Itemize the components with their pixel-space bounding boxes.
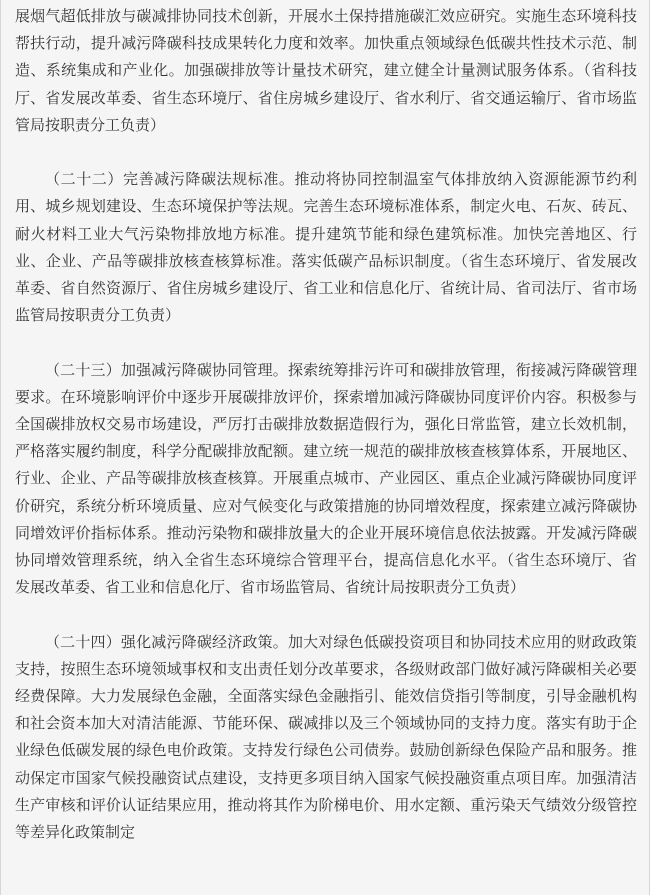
document-body — [1, 0, 649, 846]
paragraph-gap — [15, 329, 637, 356]
paragraph-23: （二十三）加强减污降碳协同管理。探索统筹排污许可和碳排放管理，衔接减污降碳管理要求。在环境影响评价中逐步开展碳排放评价，探索增加减污降碳协同度评价内容。积极参与全国碳排放权交易市场建设，严厉打击碳排放数据造假行为，强化日常监管，建立长效机制，严格落实履约制度，科学分配碳排放配额。建立统一规范的碳排放核查核算体系，开展地区、行业、企业、产品等碳排放核查核算。开展重点城市、产业园区、重点企业减污降碳协同度评价研究，系统分析环境质量、应对气候变化与政策措施的协同增效程度，探索建立减污降碳协同增效评价指标体系。推动污染物和碳排放量大的企业开展环境信息依法披露。开发减污降碳协同增效管理系统，纳入全省生态环境综合管理平台，提高信息化水平。（省生态环境厅、省发展改革委、省工业和信息化厅、省市场监管局、省统计局按职责分工负责） — [15, 360, 637, 597]
paragraph-gap — [15, 601, 637, 628]
paragraph-continued: 展烟气超低排放与碳减排协同技术创新，开展水土保持措施碳汇效应研究。实施生态环境科技帮扶行动，提升减污降碳科技成果转化力度和效率。加快重点领域绿色低碳共性技术示范、制造、系统集成和产业化。加强碳排放等计量技术研究，建立健全计量测试服务体系。（省科技厅、省发展改革委、省生态环境厅、省住房城乡建设厅、省水利厅、省交通运输厅、省市场监管局按职责分工负责） — [15, 7, 637, 134]
paragraph-24: （二十四）强化减污降碳经济政策。加大对绿色低碳投资项目和协同技术应用的财政政策支持，按照生态环境领域事权和支出责任划分改革要求，各级财政部门做好减污降碳相关必要经费保障。大力发展绿色金融，全面落实绿色金融指引、能效信贷指引等制度，引导金融机构和社会资本加大对清洁能源、节能环保、碳减排以及三个领域协同的支持力度。落实有助于企业绿色低碳发展的绿色电价政策。支持发行绿色公司债券。鼓励创新绿色保险产品和服务。推动保定市国家气候投融资试点建设，支持更多项目纳入国家气候投融资重点项目库。加强清洁生产审核和评价认证结果应用，推动将其作为阶梯电价、用水定额、重污染天气绩效分级管控等差异化政策制定 — [15, 632, 637, 842]
paragraph-22: （二十二）完善减污降碳法规标准。推动将协同控制温室气体排放纳入资源能源节约利用、城乡规划建设、生态环境保护等法规。完善生态环境标准体系，制定火电、石灰、砖瓦、耐火材料工业大气污染物排放地方标准。提升建筑节能和绿色建筑标准。加快完善地区、行业、企业、产品等碳排放核查核算标准。落实低碳产品标识制度。（省生态环境厅、省发展改革委、省自然资源厅、省住房城乡建设厅、省工业和信息化厅、省统计局、省司法厅、省市场监管局按职责分工负责） — [15, 170, 637, 325]
paragraph-gap — [15, 139, 637, 166]
